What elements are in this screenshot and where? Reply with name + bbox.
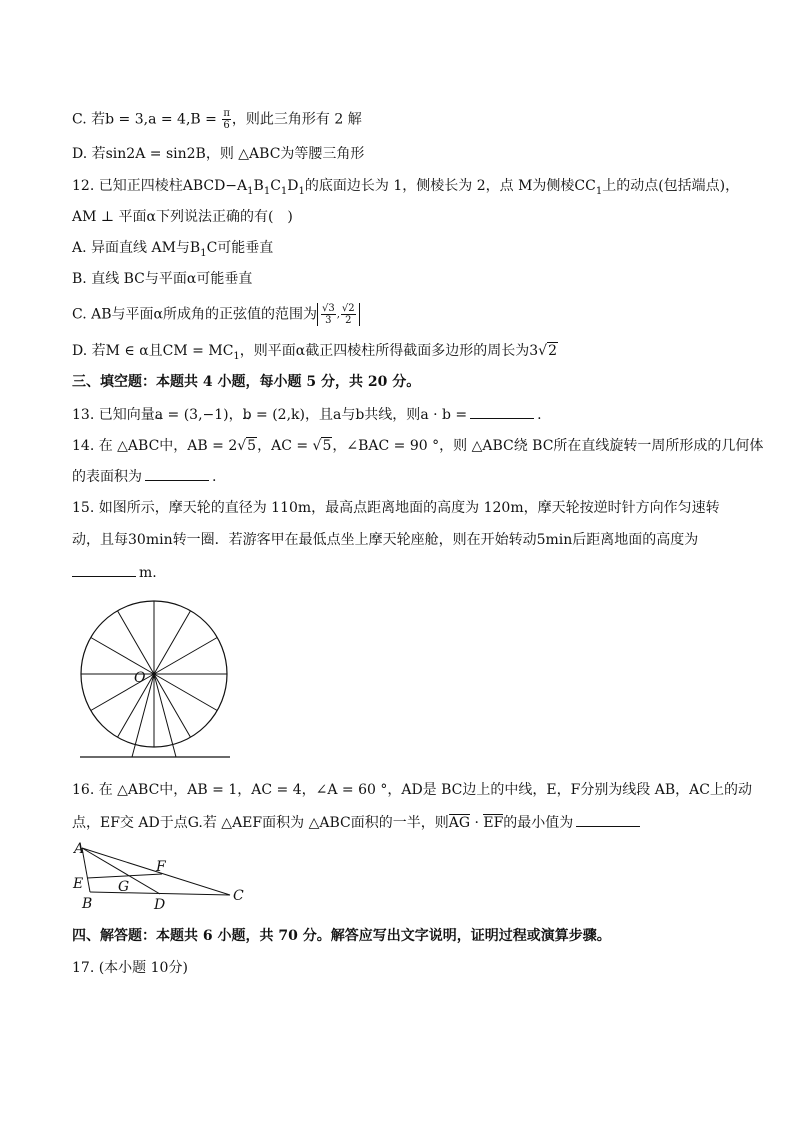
segment-ef [87,874,162,878]
q11-option-d: D. 若sin2A = sin2B，则 △ABC为等腰三角形 [72,146,365,162]
q13-end: b = [442,407,468,423]
vector-ef: EF [483,815,504,831]
ferris-wheel-figure [76,592,236,762]
q13-mid2: b共线，则 [355,407,421,423]
q16-line2 [72,812,643,833]
frac-num: √2 [341,303,355,314]
q12-option-d: D. 若M ∈ α且CM = $MC_1$，则平面α截正四棱柱所得截面多边形的周长为3√2 [72,343,557,362]
triangle-figure [70,840,260,912]
q15-line1: 15. 如图所示，摩天轮的直径为 110m，最高点距离地面的高度为 120m，摩天轮按逆时针方向作匀速转 [72,500,720,516]
frac-den: 3 [325,315,332,326]
q12-a-post: C可能垂直 [206,240,274,256]
q13-b-eq: b = (2,k)，且 [242,407,333,423]
range-bracket: $\frac{√3}{3}$ , $\frac{√2}{2}$ [317,303,360,326]
q12-stem-post: 上的动点(包括端点)， [602,178,740,194]
label-e: E [73,876,84,892]
q12-a-pre: A. 异面直线 AM与B [72,240,201,256]
q11-c-post: ，则此三角形有 2 解 [231,111,362,128]
q13-a-eq: a = (3,−1)， [154,407,243,423]
frac-den: 2 [345,315,352,326]
q16-pre: 点，EF交 AD于点G.若 △AEF面积为 △ABC面积的一半，则 [72,815,449,831]
q12-stem-line2: AM ⊥ 平面α下列说法正确的有( ) [72,209,293,225]
sub: 1 [200,247,207,259]
label-a: A [74,841,85,857]
sub: 1 [247,185,254,197]
q15-unit: m. [139,565,157,581]
q12-c-text: C. AB与平面α所成角的正弦值的范围为 [72,306,317,323]
q17-heading: 17. (本小题 10分) [72,960,188,976]
answer-blank[interactable] [576,812,640,827]
label-f: F [156,859,166,875]
answer-blank[interactable] [470,404,534,419]
q12-option-a [72,238,273,264]
pi-over-6-fraction [222,108,231,131]
sub: 1 [298,185,305,197]
q15-line2: 动，且每30min转一圈．若游客甲在最低点坐上摩天轮座舱，则在开始转动5min后距离地面的高度为 [72,532,699,548]
section-4-heading: 四、解答题：本题共 6 小题，共 70 分。解答应写出文字说明，证明过程或演算步骤。 [72,928,611,944]
label-b: B [82,896,93,912]
frac-num: √3 [321,303,335,314]
section-3-heading: 三、填空题：本题共 4 小题，每小题 5 分，共 20 分。 [72,374,421,390]
q12-option-b: B. 直线 BC与平面α可能垂直 [72,271,253,287]
frac-sqrt3-over-3 [321,303,336,326]
frac-sqrt2-over-2 [341,303,356,326]
sub: 1 [280,185,288,197]
answer-blank[interactable] [72,562,136,577]
q13-dot: a · [420,407,443,423]
q14-line1: 14. 在 △ABC中，AB = 2√5，AC = √5，∠BAC = 90 °，则 △ABC绕 BC所在直线旋转一周所形成的几何体 [72,438,764,454]
q14-post: ，∠BAC = 90 °，则 △ABC绕 BC所在直线旋转一周所形成的几何体 [332,438,764,454]
q14-line2-text: 的表面积为 [72,469,142,485]
q14-pre: 14. 在 △ABC中，AB = 2 [72,438,238,454]
q12-stem-pre: 12. 已知正四棱柱ABCD−A [72,178,248,194]
center-label-o: O [134,670,146,686]
wheel-spoke [154,674,191,737]
sub: 1 [233,350,240,362]
sqrt-radicand: 5 [247,438,257,454]
q12-d-pre: D. 若M ∈ α且CM = MC [72,343,234,359]
wheel-spoke [91,638,154,675]
wheel-spoke [154,611,191,674]
q14-tail: . [212,469,217,485]
wheel-spoke [154,674,217,711]
q16-post: 的最小值为 [503,815,574,831]
label-c: C [233,888,244,904]
label-g: G [118,879,130,895]
q12-stem-line1 [72,176,739,202]
letter: B [253,178,264,194]
q11-c-text: C. 若b = 3,a = 4,B = [72,111,222,128]
q11-option-c [72,108,362,131]
q16-line1: 16. 在 △ABC中，AB = 1，AC = 4，∠A = 60 °，AD是 BC边上的中线，E，F分别为线段 AB，AC上的动 [72,782,752,798]
q12-option-c [72,303,360,326]
q14-mid: ，AC = [257,438,313,454]
support-leg-left [132,674,154,757]
sqrt-radicand: 2 [548,343,557,359]
frac-den: 6 [223,120,230,131]
label-d: D [154,897,166,912]
sub: 1 [263,185,271,197]
q15-line3 [72,562,157,583]
letter: C [270,178,281,194]
q13-pre: 13. 已知向量 [72,407,155,423]
answer-blank[interactable] [145,466,209,481]
q13-tail: . [537,407,542,423]
sqrt-radicand: 5 [322,438,332,454]
wheel-spoke [118,611,155,674]
q14-line2 [72,466,216,487]
q12-d-post: ，则平面α截正四棱柱所得截面多边形的周长为3 [239,343,539,359]
wheel-spoke [154,638,217,675]
sub: 1 [595,185,603,197]
q12-stem-mid: 的底面边长为 1，侧棱长为 2，点 M为侧棱CC [304,178,596,194]
q13-mid: a与 [332,407,356,423]
frac-num: π [223,108,230,119]
support-leg-right [154,674,176,757]
vector-ag: AG [448,815,470,831]
q13 [72,404,542,425]
letter: D [287,178,299,194]
q16-dot: · [470,815,484,831]
